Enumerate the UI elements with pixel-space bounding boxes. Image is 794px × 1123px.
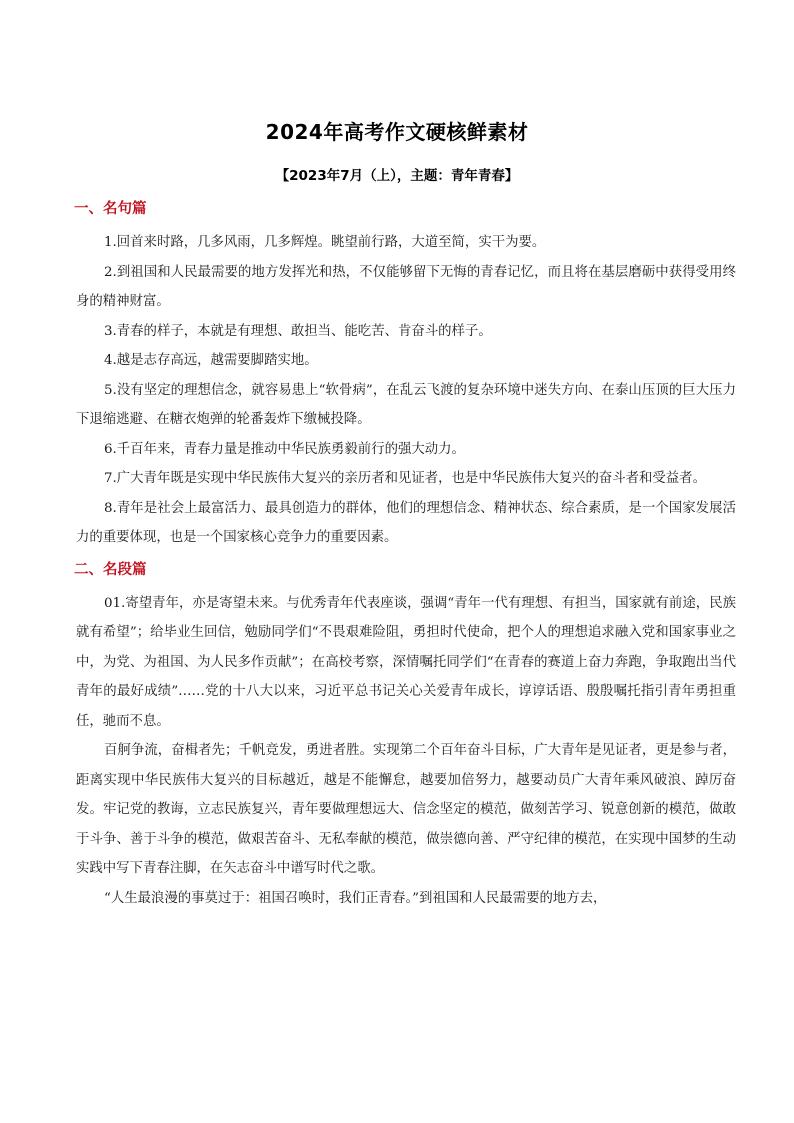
document-body bbox=[76, 196, 736, 913]
quote-item: 1.回首来时路，几多风雨，几多辉煌。眺望前行路，大道至简，实干为要。 bbox=[104, 235, 546, 250]
quote-item: 6.千百年来，青春力量是推动中华民族勇毅前行的强大动力。 bbox=[104, 441, 465, 457]
passage-list bbox=[76, 589, 736, 914]
section-heading-passages: 二、名段篇 bbox=[74, 561, 147, 578]
quote-list bbox=[76, 228, 736, 553]
passage-paragraph: “人生最浪漫的事莫过于：祖国召唤时，我们正青春。”到祖国和人民最需要的地方去， bbox=[104, 890, 607, 906]
quote-item: 4.越是志存高远，越需要脚踏实地。 bbox=[104, 353, 318, 368]
quote-item: 2.到祖国和人民最需要的地方发挥光和热，不仅能够留下无悔的青春记忆，而且将在基层磨砺中获得受用终身的精神财富。 bbox=[76, 264, 736, 309]
quote-item: 5.没有坚定的理想信念，就容易患上“软骨病”，在乱云飞渡的复杂环境中迷失方向、在泰山压顶的巨大压力下退缩逃避、在糖衣炮弹的轮番轰炸下缴械投降。 bbox=[76, 382, 736, 427]
passage-paragraph: 百舸争流，奋楫者先；千帆竞发，勇进者胜。实现第二个百年奋斗目标，广大青年是见证者，更是参与者，距离实现中华民族伟大复兴的目标越近，越是不能懈怠，越要加倍努力，越要动员广大青年乘风破浪、踔厉奋发。牢记党的教诲，立志民族复兴，青年要做理想远大、信念坚定的模范，做刻苦学习、锐意创新的模范，做敢于斗争、善于斗争的模范，做艰苦奋斗、无私奉献的模范，做崇德向善、严守纪律的模范，在实现中国梦的生动实践中写下青春注脚，在矢志奋斗中谱写时代之歌。 bbox=[76, 743, 736, 876]
section-heading-quotes: 一、名句篇 bbox=[74, 201, 147, 217]
document-title: 2024年高考作文硬核鲜素材 bbox=[265, 120, 529, 144]
document-subtitle: 【2023年7月（上），主题：青年青春】 bbox=[275, 168, 519, 184]
quote-item: 7.广大青年既是实现中华民族伟大复兴的亲历者和见证者，也是中华民族伟大复兴的奋斗者和受益者。 bbox=[104, 471, 706, 486]
quote-item: 3.青春的样子，本就是有理想、敢担当、能吃苦、肯奋斗的样子。 bbox=[104, 323, 492, 339]
passage-paragraph: 01.寄望青年，亦是寄望未来。与优秀青年代表座谈，强调“青年一代有理想、有担当，国家就有前途，民族就有希望”；给毕业生回信，勉励同学们“不畏艰难险阻，勇担时代使命，把个人的理想追求融入党和国家事业之中，为党、为祖国、为人民多作贡献”；在高校考察，深情嘱托同学们“在青春的赛道上奋力奔跑，争取跑出当代青年的最好成绩”……党的十八大以来，习近平总书记关心关爱青年成长，谆谆话语、殷殷嘱托指引青年勇担重任，驰而不息。 bbox=[76, 595, 736, 729]
quote-item: 8.青年是社会上最富活力、最具创造力的群体，他们的理想信念、精神状态、综合素质，是一个国家发展活力的重要体现，也是一个国家核心竞争力的重要因素。 bbox=[76, 500, 736, 545]
